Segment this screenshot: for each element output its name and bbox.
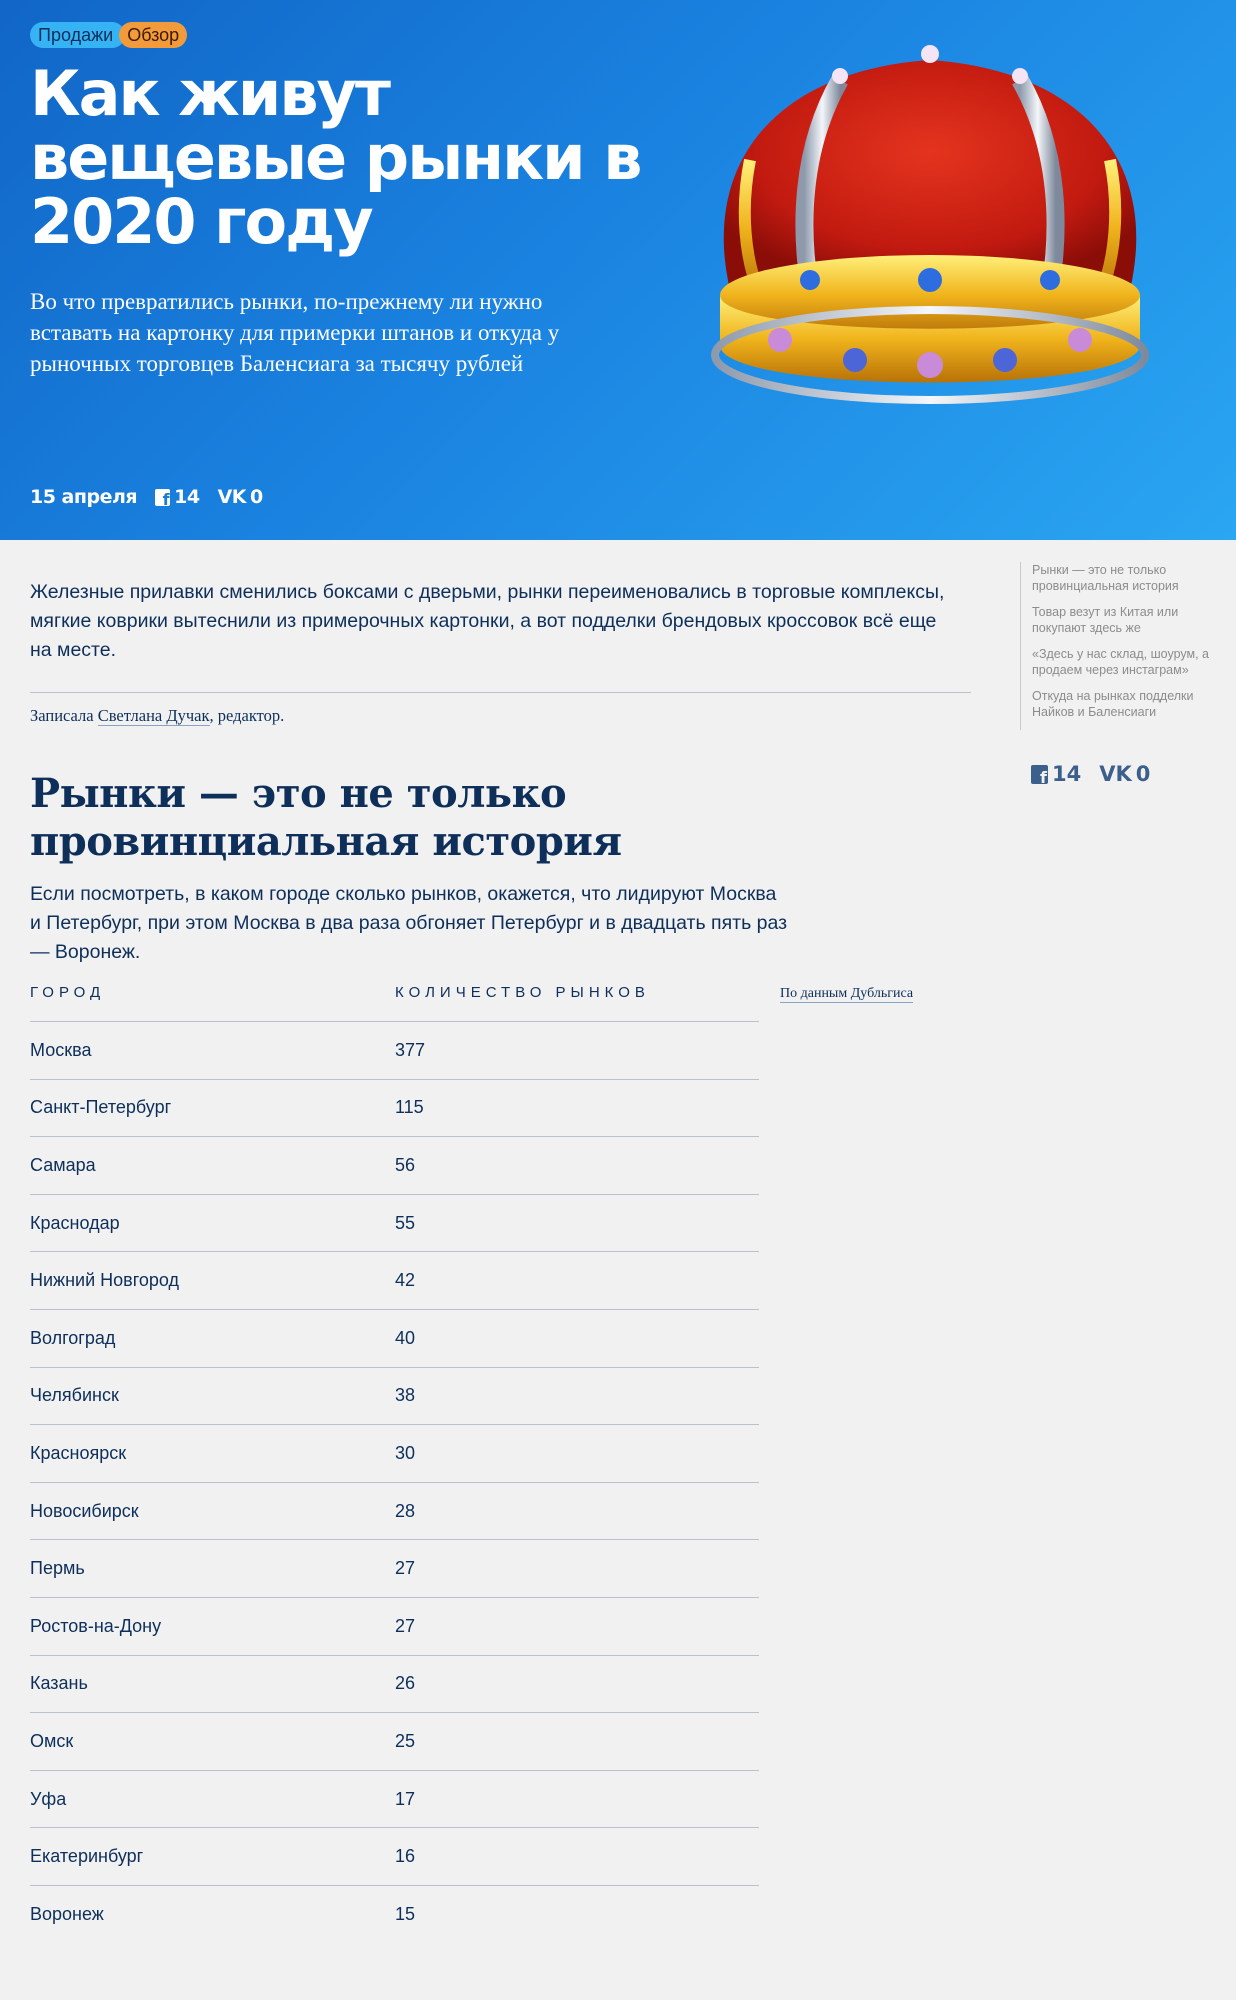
article-meta	[30, 486, 263, 508]
city-cell: Санкт-Петербург	[30, 1097, 172, 1118]
market-count-cell: 30	[395, 1442, 416, 1463]
city-cell: Новосибирск	[30, 1500, 139, 1521]
toc-item[interactable]: «Здесь у нас склад, шоурум, а продаем через инстаграм»	[1032, 647, 1209, 677]
tag-list	[30, 22, 187, 48]
city-cell: Екатеринбург	[30, 1846, 144, 1867]
table-row	[30, 1598, 759, 1656]
sidebar-share	[1031, 762, 1150, 786]
city-cell: Волгоград	[30, 1327, 116, 1348]
table-row	[30, 1425, 759, 1483]
toc-item[interactable]: Рынки — это не только провинциальная история	[1032, 563, 1179, 593]
market-count-cell: 25	[395, 1730, 416, 1751]
article-title: Как живут вещевые рынки в 2020 году	[30, 57, 641, 258]
crown-illustration	[690, 40, 1170, 460]
vk-share-count: 0	[1135, 762, 1151, 786]
facebook-share-button[interactable]	[1031, 762, 1081, 786]
table-row	[30, 1483, 759, 1541]
city-cell: Нижний Новгород	[30, 1270, 180, 1291]
table-header	[30, 982, 759, 1022]
source-link[interactable]: По данным Дубльгиса	[780, 986, 914, 1001]
vk-icon: VK	[1099, 762, 1132, 786]
publish-date: 15 апреля	[30, 486, 138, 508]
markets-table	[30, 982, 759, 1944]
table-of-contents	[1020, 562, 1220, 730]
article-lead: Во что превратились рынки, по-прежнему ли нужно вставать на картонку для примерки штанов и откуда у рыночных торговцев Баленсиага за тысячу рублей	[30, 289, 560, 376]
market-count-cell: 115	[395, 1097, 424, 1118]
table-row	[30, 1656, 759, 1714]
facebook-share-count: 14	[174, 486, 200, 508]
table-row	[30, 1252, 759, 1310]
market-count-cell: 377	[395, 1039, 426, 1060]
toc-item[interactable]: Товар везут из Китая или покупают здесь же	[1032, 605, 1179, 635]
market-count-cell: 27	[395, 1615, 416, 1636]
city-cell: Краснодар	[30, 1212, 120, 1233]
city-cell: Омск	[30, 1730, 74, 1751]
toc-item[interactable]: Откуда на рынках подделки Найков и Баленсиаги	[1032, 689, 1194, 719]
market-count-cell: 38	[395, 1385, 416, 1406]
facebook-icon	[155, 489, 170, 506]
market-count-cell: 55	[395, 1212, 416, 1233]
section-text: Если посмотреть, в каком городе сколько рынков, окажется, что лидируют Москва и Петербург, при этом Москва в два раза обгоняет Петербург и в двадцать пять раз — Воронеж.	[30, 883, 788, 963]
facebook-share-button[interactable]	[155, 486, 199, 508]
table-row	[30, 1771, 759, 1829]
market-count-cell: 17	[395, 1788, 416, 1809]
city-cell: Москва	[30, 1039, 92, 1060]
divider	[30, 692, 971, 693]
table-row	[30, 1080, 759, 1138]
market-count-cell: 26	[395, 1673, 416, 1694]
table-row	[30, 1137, 759, 1195]
market-count-cell: 15	[395, 1904, 416, 1925]
market-count-cell: 42	[395, 1270, 416, 1291]
city-cell: Уфа	[30, 1788, 67, 1809]
hero-banner	[0, 0, 1236, 540]
city-cell: Воронеж	[30, 1904, 104, 1925]
vk-share-button[interactable]	[1099, 762, 1150, 786]
facebook-share-count: 14	[1052, 762, 1082, 786]
table-row	[30, 1713, 759, 1771]
section-title: Рынки — это не только провинциальная история	[30, 770, 622, 865]
city-cell: Самара	[30, 1154, 96, 1175]
vk-share-button[interactable]	[218, 486, 263, 508]
market-count-cell: 56	[395, 1154, 416, 1175]
market-count-cell: 28	[395, 1500, 416, 1521]
tag-review[interactable]: Обзор	[119, 22, 187, 48]
city-cell: Пермь	[30, 1558, 85, 1579]
city-cell: Челябинск	[30, 1385, 119, 1406]
author-link[interactable]: Светлана Дучак	[97, 706, 210, 725]
market-count-cell: 27	[395, 1558, 416, 1579]
market-count-cell: 16	[395, 1846, 416, 1867]
table-row	[30, 1022, 759, 1080]
table-row	[30, 1368, 759, 1426]
article-intro: Железные прилавки сменились боксами с дверьми, рынки переименовались в торговые комплексы, мягкие коврики вытеснили из примерочных картонки, а вот подделки брендовых кроссовок всё еще на месте.	[30, 581, 945, 661]
column-header-city: ГОРОД	[30, 984, 106, 1001]
city-cell: Ростов-на-Дону	[30, 1615, 162, 1636]
table-row	[30, 1310, 759, 1368]
market-count-cell: 40	[395, 1327, 416, 1348]
byline-prefix: Записала	[30, 706, 98, 725]
byline-suffix: , редактор.	[209, 706, 285, 725]
tag-sales[interactable]: Продажи	[30, 22, 125, 48]
vk-icon: VK	[217, 486, 246, 508]
city-cell: Красноярск	[30, 1442, 127, 1463]
table-body	[30, 1022, 759, 1944]
table-row	[30, 1828, 759, 1886]
table-row	[30, 1195, 759, 1253]
table-row	[30, 1886, 759, 1944]
vk-share-count: 0	[250, 486, 263, 508]
byline	[30, 706, 284, 726]
facebook-icon	[1031, 765, 1048, 784]
column-header-count: КОЛИЧЕСТВО РЫНКОВ	[395, 984, 650, 1001]
table-row	[30, 1540, 759, 1598]
city-cell: Казань	[30, 1673, 88, 1694]
